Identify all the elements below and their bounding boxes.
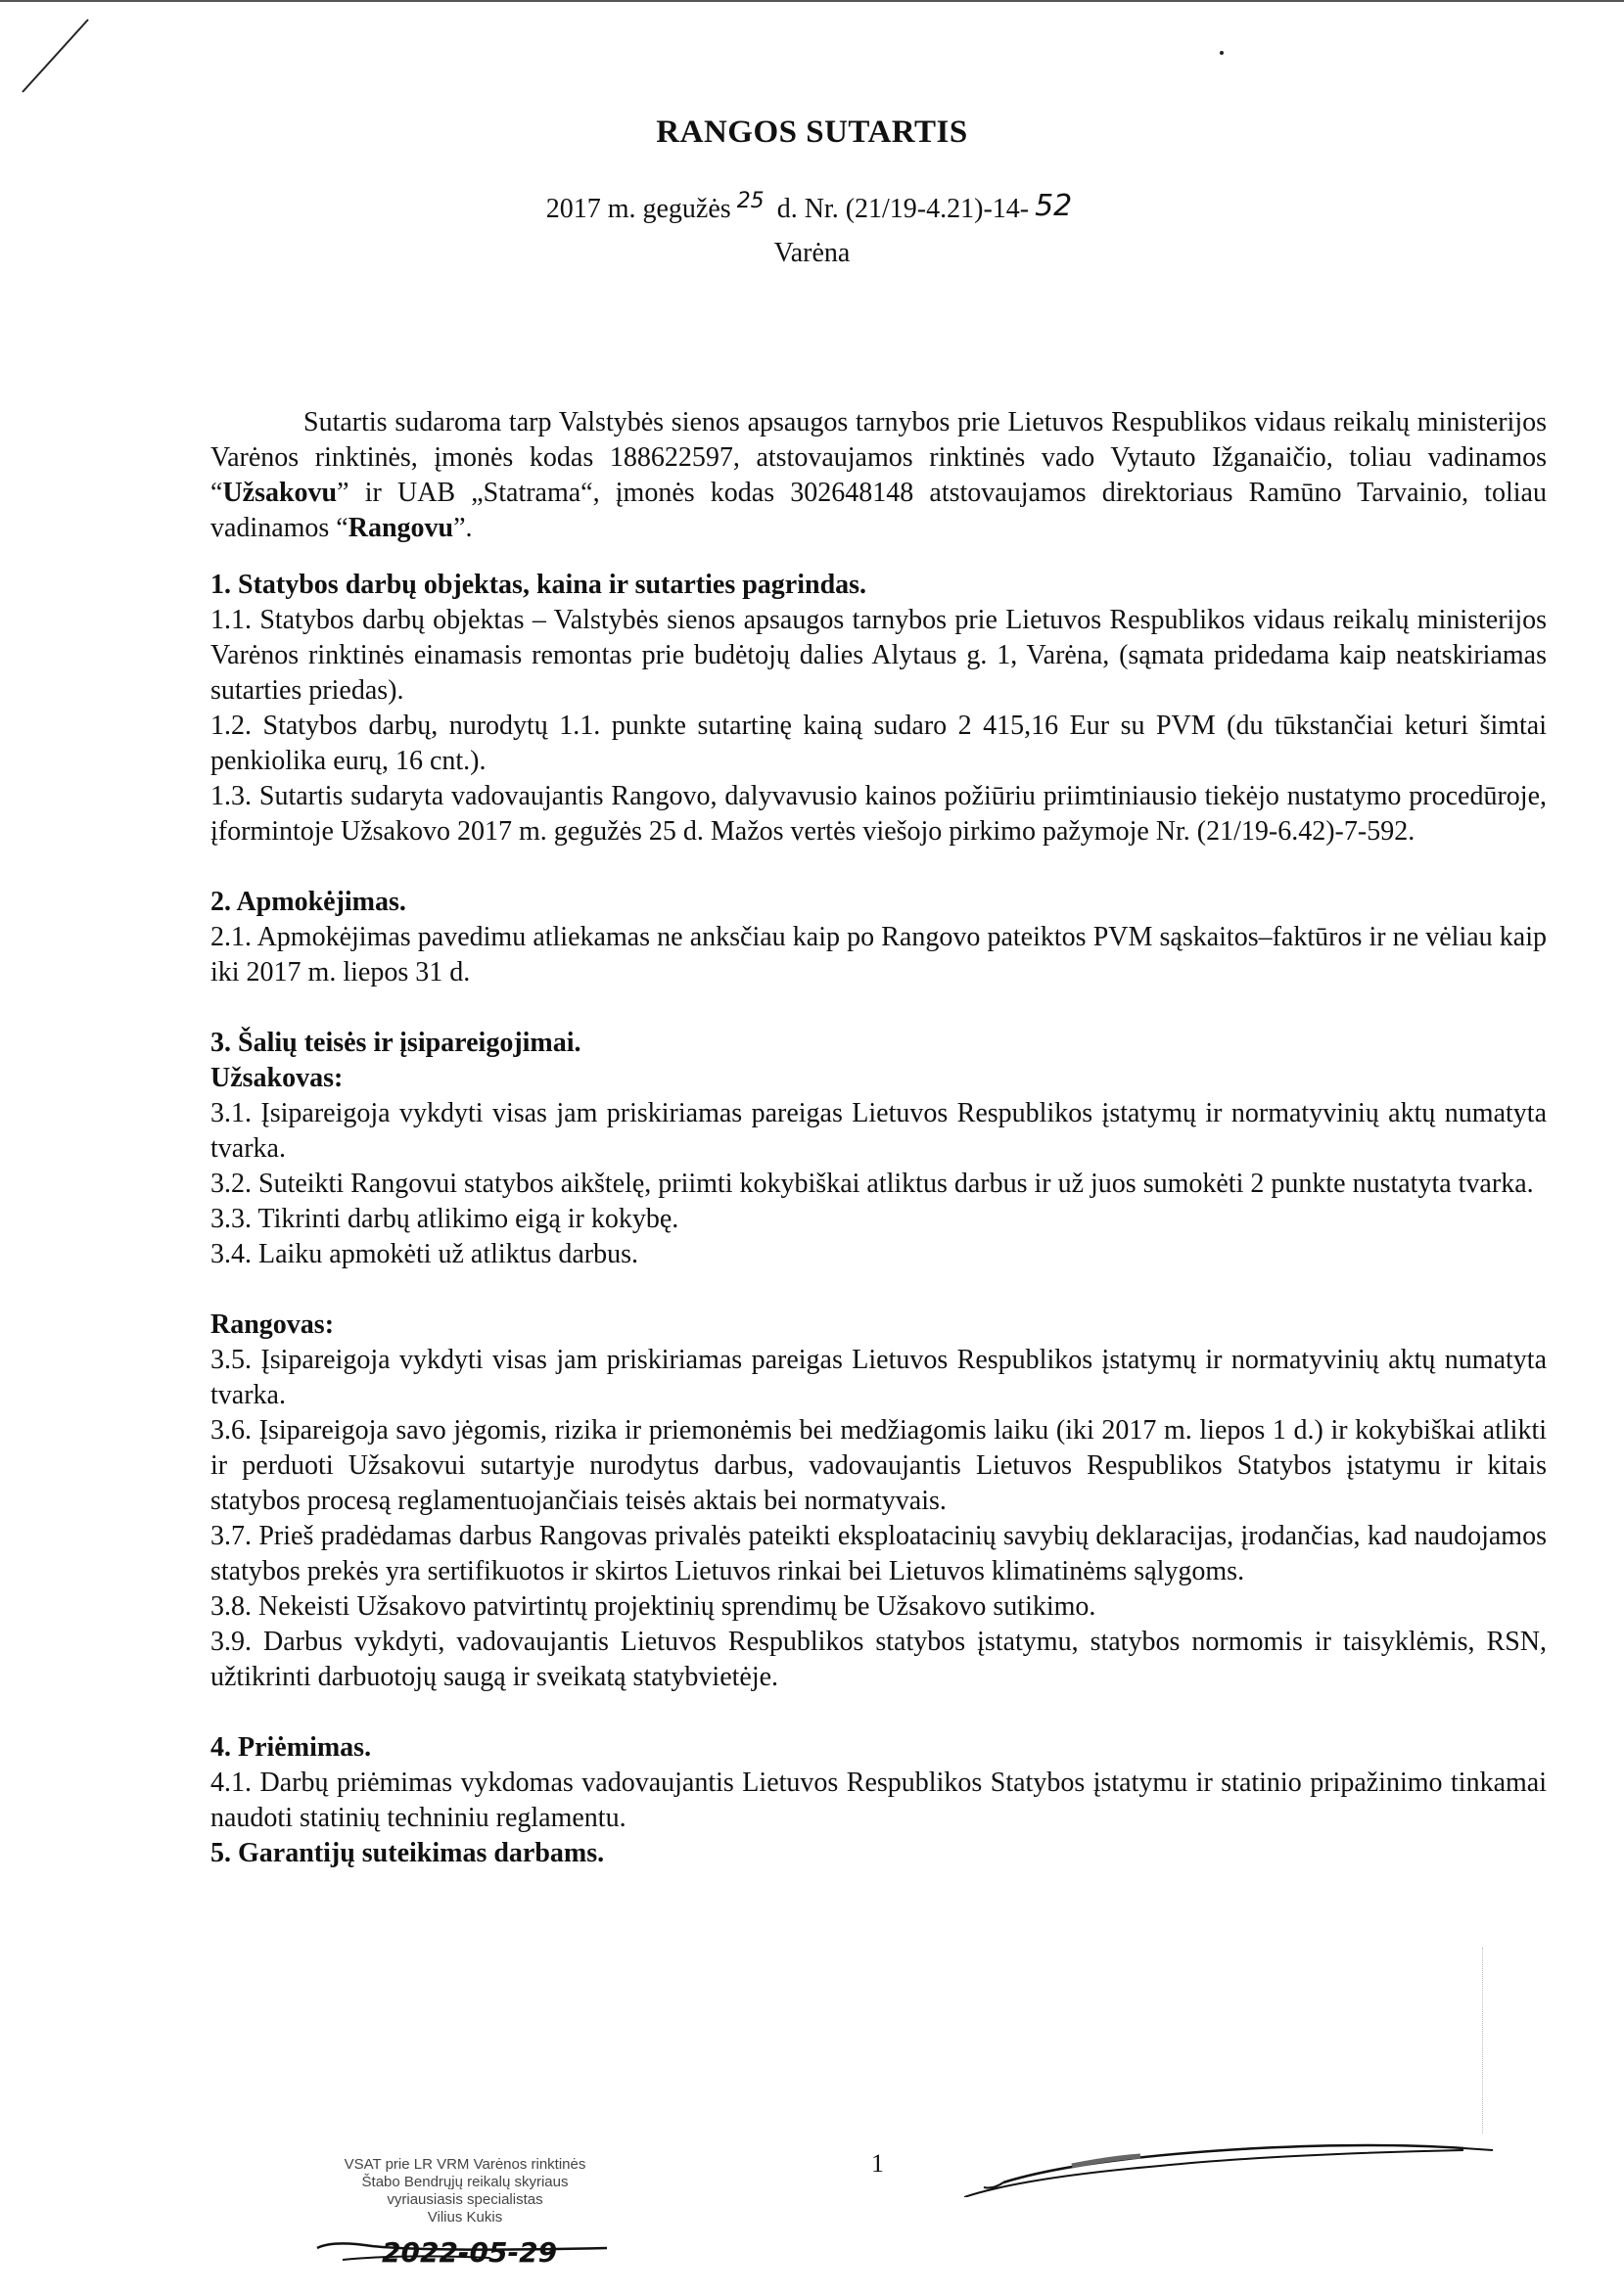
contractor-term: Rangovu bbox=[348, 513, 454, 543]
clause-3-2: 3.2. Suteikti Rangovui statybos aikštelę, priimti kokybiškai atliktus darbus ir už juos sumokėti 2 punkte nustatyta tvarka. bbox=[210, 1169, 1534, 1199]
intro-paragraph bbox=[210, 405, 1547, 546]
page-top-border bbox=[0, 0, 1624, 2]
clause-3-6: 3.6. Įsipareigoja savo jėgomis, rizika ir priemonėmis bei medžiagomis laiku (iki 2017 m. liepos 1 d.) ir kokybiškai atlikti ir perduoti Užsakovui sutartyje nurodytus darbus, vadovaujantis Lietuvos Respublikos Statybos įstatymu ir kitais statybos procesą reglamentuojančiais teisės aktais bei normatyvais. bbox=[210, 1415, 1547, 1516]
intro-text-3: ”. bbox=[453, 513, 473, 543]
document-title: RANGOS SUTARTIS bbox=[656, 115, 968, 150]
date-prefix: 2017 m. gegužės bbox=[545, 194, 731, 224]
intro-text-1: Sutartis sudaroma tarp Valstybės sienos apsaugos tarnybos prie Lietuvos Respublikos vidaus reikalų ministerijos Varėnos rinktinės, įmonės kodas 188622597, atstovaujamos rinktinės vado Vytauto Ižganaičio, toliau vadinamos “ bbox=[210, 407, 1547, 508]
number-prefix: d. Nr. (21/19-4.21)-14- bbox=[776, 194, 1030, 224]
clause-3-3: 3.3. Tikrinti darbų atlikimo eigą ir kokybę. bbox=[210, 1204, 679, 1234]
clause-2-1: 2.1. Apmokėjimas pavedimu atliekamas ne anksčiau kaip po Rangovo pateiktos PVM sąskaitos–faktūros ir ne vėliau kaip iki 2017 m. liepos 31 d. bbox=[210, 922, 1547, 987]
handwritten-slash-mark bbox=[20, 18, 98, 96]
section-4-heading: 4. Priėmimas. bbox=[210, 1732, 372, 1763]
stamp-line: VSAT prie LR VRM Varėnos rinktinės bbox=[344, 2156, 586, 2173]
document-place: Varėna bbox=[773, 238, 851, 268]
document-date-number bbox=[0, 191, 1624, 225]
section-1-heading: 1. Statybos darbų objektas, kaina ir sutarties pagrindas. bbox=[210, 570, 867, 600]
clause-3-4: 3.4. Laiku apmokėti už atliktus darbus. bbox=[210, 1239, 639, 1269]
section-3-heading: 3. Šalių teisės ir įsipareigojimai. bbox=[210, 1028, 581, 1058]
handwritten-day: 25 bbox=[736, 189, 765, 213]
clause-3-7: 3.7. Prieš pradėdamas darbus Rangovas privalės pateikti eksploatacinių savybių deklaracijas, įrodančias, kad naudojamos statybos prekės yra sertifikuotos ir skirtos Lietuvos rinkai bei Lietuvos klimatinėms sąlygoms. bbox=[210, 1521, 1547, 1586]
section-2-heading: 2. Apmokėjimas. bbox=[210, 887, 406, 917]
clause-1-2: 1.2. Statybos darbų, nurodytų 1.1. punkte sutartinę kainą sudaro 2 415,16 Eur su PVM (du tūkstančiai keturi šimtai penkiolika eurų, 16 cnt.). bbox=[210, 711, 1547, 776]
customer-term: Užsakovu bbox=[222, 478, 338, 508]
clause-3-8: 3.8. Nekeisti Užsakovo patvirtintų projektinių sprendimų be Užsakovo sutikimo. bbox=[210, 1591, 1096, 1622]
stamp-line: Štabo Bendrųjų reikalų skyriaus bbox=[361, 2174, 569, 2190]
scan-margin-line bbox=[1482, 1948, 1483, 2134]
signature-icon bbox=[964, 2129, 1512, 2197]
handwritten-number: 52 bbox=[1035, 189, 1073, 223]
stamp-line: Vilius Kukis bbox=[427, 2209, 503, 2226]
contract-body bbox=[210, 405, 1547, 1871]
section-5-heading: 5. Garantijų suteikimas darbams. bbox=[210, 1838, 605, 1868]
clause-3-1: 3.1. Įsipareigoja vykdyti visas jam priskiriamas pareigas Lietuvos Respublikos įstatymų ir normatyvinių aktų numatyta tvarka. bbox=[210, 1098, 1547, 1164]
stamp-signature-date bbox=[313, 2227, 646, 2275]
contractor-label: Rangovas: bbox=[210, 1309, 335, 1340]
clause-1-3: 1.3. Sutartis sudaryta vadovaujantis Rangovo, dalyvavusio kainos požiūriu priimtiniausio tiekėjo nustatymo procedūroje, įformintoje Užsakovo 2017 m. gegužės 25 d. Mažos vertės viešojo pirkimo pažymoje Nr. (21/19-6.42)-7-592. bbox=[210, 781, 1547, 847]
clause-1-1: 1.1. Statybos darbų objektas – Valstybės sienos apsaugos tarnybos prie Lietuvos Respublikos vidaus reikalų ministerijos Varėnos rinktinės einamasis remontas prie budėtojų dalies Alytaus g. 1, Varėna, (sąmata pridedama kaip neatskiriamas sutarties priedas). bbox=[210, 605, 1547, 706]
stamp-line: vyriausiasis specialistas bbox=[387, 2191, 543, 2208]
stamp-date: 2022-05-29 bbox=[382, 2236, 558, 2269]
page-number: 1 bbox=[871, 2149, 884, 2178]
clause-4-1: 4.1. Darbų priėmimas vykdomas vadovaujantis Lietuvos Respublikos Statybos įstatymu ir statinio pripažinimo tinkamai naudoti statinių techniniu reglamentu. bbox=[210, 1768, 1547, 1833]
clause-3-5: 3.5. Įsipareigoja vykdyti visas jam priskiriamas pareigas Lietuvos Respublikos įstatymų ir normatyvinių aktų numatyta tvarka. bbox=[210, 1345, 1547, 1410]
scan-speck bbox=[1220, 51, 1224, 55]
customer-label: Užsakovas: bbox=[210, 1063, 344, 1093]
intro-text-2: ” ir UAB „Statrama“, įmonės kodas 302648148 atstovaujamos direktoriaus Ramūno Tarvainio, toliau vadinamos “ bbox=[210, 478, 1547, 543]
clause-3-9: 3.9. Darbus vykdyti, vadovaujantis Lietuvos Respublikos statybos įstatymu, statybos normomis ir taisyklėmis, RSN, užtikrinti darbuotojų saugą ir sveikatą statybvietėje. bbox=[210, 1627, 1547, 1692]
certification-stamp bbox=[303, 2156, 626, 2227]
